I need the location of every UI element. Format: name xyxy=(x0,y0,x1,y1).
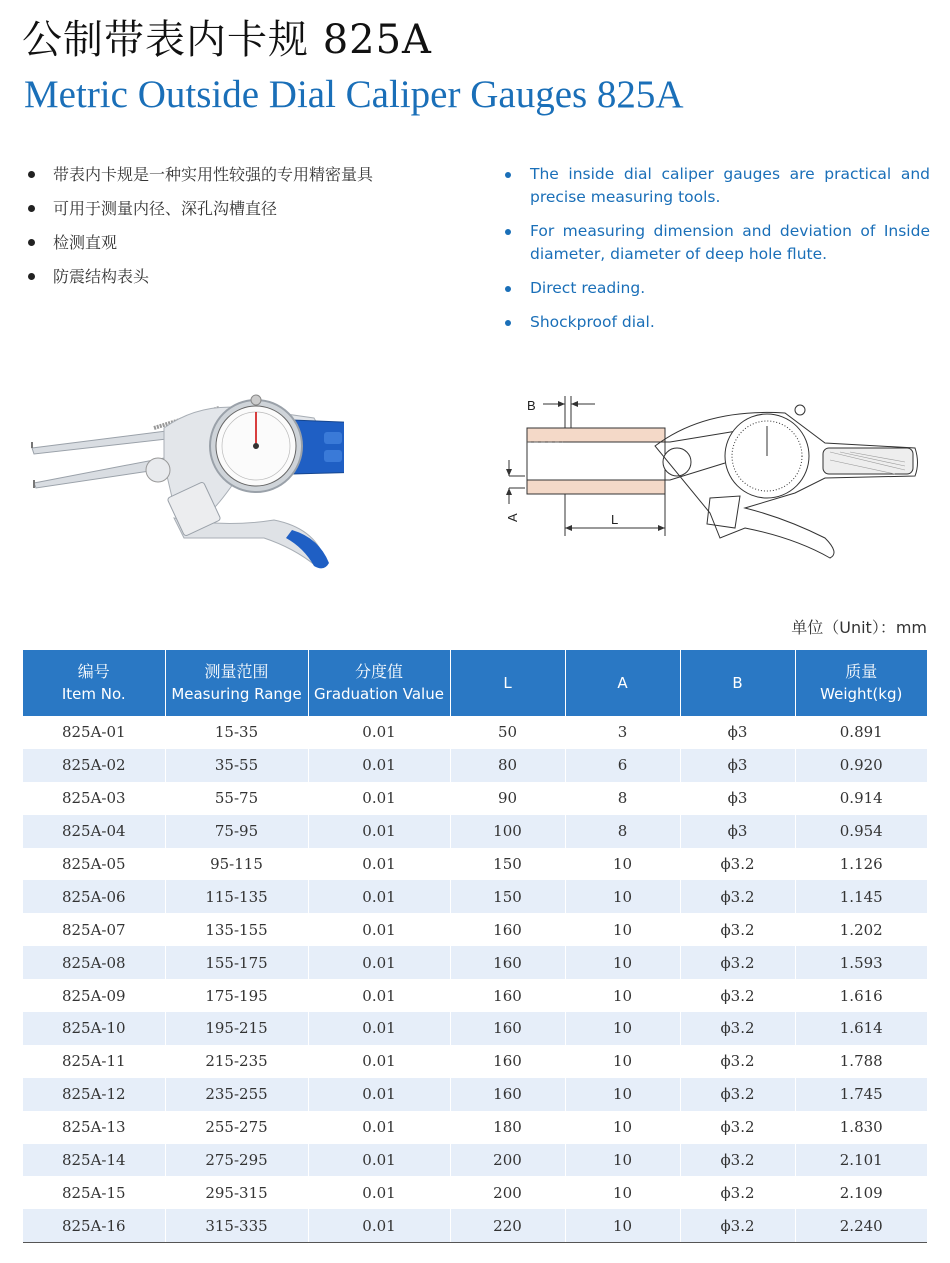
table-cell: 825A-09 xyxy=(23,979,165,1012)
page-title-cn: 公制带表内卡规 825A xyxy=(22,17,432,63)
table-cell: 825A-13 xyxy=(23,1111,165,1144)
table-cell: 275-295 xyxy=(165,1144,308,1177)
table-cell: 0.01 xyxy=(308,913,450,946)
table-cell: 1.145 xyxy=(795,880,927,913)
table-cell: 10 xyxy=(565,1078,680,1111)
table-cell: 15-35 xyxy=(165,716,308,749)
column-header: 编号 Item No. xyxy=(23,650,165,716)
table-cell: 0.954 xyxy=(795,815,927,848)
label-l: L xyxy=(611,512,619,527)
table-cell: 1.745 xyxy=(795,1078,927,1111)
table-cell: 0.01 xyxy=(308,1045,450,1078)
table-cell: 825A-04 xyxy=(23,815,165,848)
table-cell: 10 xyxy=(565,1209,680,1242)
table-cell: 825A-08 xyxy=(23,946,165,979)
table-row xyxy=(23,1209,927,1242)
table-cell: 0.920 xyxy=(795,749,927,782)
table-cell: 160 xyxy=(450,1078,565,1111)
table-cell: 0.01 xyxy=(308,749,450,782)
table-cell: 10 xyxy=(565,1176,680,1209)
bullet-icon xyxy=(28,205,35,212)
label-a: A xyxy=(505,513,520,522)
table-cell: 0.01 xyxy=(308,880,450,913)
table-cell: 825A-05 xyxy=(23,848,165,881)
spec-table xyxy=(23,650,927,1243)
table-cell: 0.914 xyxy=(795,782,927,815)
table-cell: 90 xyxy=(450,782,565,815)
table-cell: 215-235 xyxy=(165,1045,308,1078)
table-cell: ϕ3.2 xyxy=(680,1176,795,1209)
table-cell: 0.01 xyxy=(308,848,450,881)
table-cell: 55-75 xyxy=(165,782,308,815)
table-cell: 160 xyxy=(450,946,565,979)
table-row xyxy=(23,749,927,782)
bullet-icon xyxy=(28,273,35,280)
table-cell: 180 xyxy=(450,1111,565,1144)
table-cell: ϕ3.2 xyxy=(680,1111,795,1144)
table-cell: 6 xyxy=(565,749,680,782)
table-body xyxy=(23,716,927,1243)
feature-text: The inside dial caliper gauges are practical and precise measuring tools. xyxy=(530,165,930,206)
table-cell: 0.01 xyxy=(308,782,450,815)
feature-item-cn xyxy=(26,230,466,264)
table-cell: 825A-11 xyxy=(23,1045,165,1078)
table-cell: 80 xyxy=(450,749,565,782)
table-cell: 2.101 xyxy=(795,1144,927,1177)
table-cell: ϕ3.2 xyxy=(680,979,795,1012)
table-cell: ϕ3 xyxy=(680,716,795,749)
column-header: B xyxy=(680,650,795,716)
table-row xyxy=(23,1176,927,1209)
table-cell: 315-335 xyxy=(165,1209,308,1242)
table-cell: ϕ3.2 xyxy=(680,946,795,979)
table-cell: 0.01 xyxy=(308,1078,450,1111)
table-row xyxy=(23,1144,927,1177)
bullet-icon xyxy=(505,229,511,235)
dimension-diagram xyxy=(495,388,925,578)
table-cell: ϕ3.2 xyxy=(680,1012,795,1045)
table-cell: ϕ3.2 xyxy=(680,1144,795,1177)
table-cell: 0.01 xyxy=(308,979,450,1012)
table-row xyxy=(23,1078,927,1111)
table-row xyxy=(23,913,927,946)
bullet-icon xyxy=(28,171,35,178)
label-b: B xyxy=(527,398,536,413)
table-cell: 825A-03 xyxy=(23,782,165,815)
table-row xyxy=(23,1045,927,1078)
table-cell: 10 xyxy=(565,1045,680,1078)
table-cell: 0.01 xyxy=(308,1209,450,1242)
feature-text: 防震结构表头 xyxy=(53,267,150,286)
table-cell: 235-255 xyxy=(165,1078,308,1111)
feature-item-en xyxy=(505,277,930,300)
unit-label: 单位（Unit）：mm xyxy=(791,618,927,637)
table-cell: 825A-01 xyxy=(23,716,165,749)
bullet-icon xyxy=(505,172,511,178)
table-cell: 1.788 xyxy=(795,1045,927,1078)
table-cell: 0.01 xyxy=(308,946,450,979)
column-header: 分度值 Graduation Value xyxy=(308,650,450,716)
table-row xyxy=(23,815,927,848)
feature-item-en xyxy=(505,163,930,209)
table-cell: 0.01 xyxy=(308,815,450,848)
table-cell: 155-175 xyxy=(165,946,308,979)
table-cell: 200 xyxy=(450,1144,565,1177)
feature-text: Direct reading. xyxy=(530,279,646,297)
table-row xyxy=(23,979,927,1012)
table-cell: 825A-16 xyxy=(23,1209,165,1242)
bullet-icon xyxy=(505,320,511,326)
table-cell: 2.109 xyxy=(795,1176,927,1209)
table-cell: 1.616 xyxy=(795,979,927,1012)
table-cell: 160 xyxy=(450,979,565,1012)
feature-item-cn xyxy=(26,264,466,298)
table-cell: 1.614 xyxy=(795,1012,927,1045)
table-cell: 0.891 xyxy=(795,716,927,749)
table-cell: 0.01 xyxy=(308,1012,450,1045)
table-cell: 10 xyxy=(565,913,680,946)
table-cell: 135-155 xyxy=(165,913,308,946)
feature-list-cn xyxy=(26,162,466,298)
table-cell: 10 xyxy=(565,1144,680,1177)
table-cell: 0.01 xyxy=(308,1144,450,1177)
table-cell: 150 xyxy=(450,848,565,881)
table-cell: 220 xyxy=(450,1209,565,1242)
feature-item-en xyxy=(505,311,930,334)
page-title-en: Metric Outside Dial Caliper Gauges 825A xyxy=(24,73,684,116)
table-cell: ϕ3.2 xyxy=(680,880,795,913)
table-row xyxy=(23,946,927,979)
table-cell: 8 xyxy=(565,815,680,848)
bullet-icon xyxy=(505,286,511,292)
table-cell: 95-115 xyxy=(165,848,308,881)
table-cell: 35-55 xyxy=(165,749,308,782)
feature-item-en xyxy=(505,220,930,266)
table-cell: 825A-14 xyxy=(23,1144,165,1177)
table-cell: 1.830 xyxy=(795,1111,927,1144)
table-cell: 1.202 xyxy=(795,913,927,946)
table-cell: 10 xyxy=(565,848,680,881)
table-cell: ϕ3 xyxy=(680,815,795,848)
table-cell: ϕ3.2 xyxy=(680,1045,795,1078)
table-cell: 825A-02 xyxy=(23,749,165,782)
table-cell: 10 xyxy=(565,1012,680,1045)
table-cell: 295-315 xyxy=(165,1176,308,1209)
table-cell: 825A-10 xyxy=(23,1012,165,1045)
table-row xyxy=(23,880,927,913)
table-cell: 10 xyxy=(565,946,680,979)
table-cell: ϕ3.2 xyxy=(680,913,795,946)
table-row xyxy=(23,1111,927,1144)
table-cell: 2.240 xyxy=(795,1209,927,1242)
table-cell: 160 xyxy=(450,913,565,946)
table-cell: 8 xyxy=(565,782,680,815)
table-cell: 160 xyxy=(450,1045,565,1078)
table-cell: ϕ3.2 xyxy=(680,848,795,881)
table-cell: 150 xyxy=(450,880,565,913)
table-cell: ϕ3 xyxy=(680,782,795,815)
table-cell: 0.01 xyxy=(308,1111,450,1144)
table-cell: 200 xyxy=(450,1176,565,1209)
table-cell: 115-135 xyxy=(165,880,308,913)
feature-text: 可用于测量内径、深孔沟槽直径 xyxy=(53,199,278,218)
table-cell: 825A-12 xyxy=(23,1078,165,1111)
table-cell: 1.126 xyxy=(795,848,927,881)
feature-item-cn xyxy=(26,162,466,196)
table-cell: 0.01 xyxy=(308,1176,450,1209)
table-cell: 160 xyxy=(450,1012,565,1045)
column-header: L xyxy=(450,650,565,716)
table-cell: 1.593 xyxy=(795,946,927,979)
feature-list-en xyxy=(505,163,930,345)
product-photo xyxy=(24,388,344,578)
feature-text: Shockproof dial. xyxy=(530,313,655,331)
table-row xyxy=(23,716,927,749)
table-cell: 825A-06 xyxy=(23,880,165,913)
feature-text: For measuring dimension and deviation of Inside diameter, diameter of deep hole flute. xyxy=(530,222,930,263)
column-header: 测量范围 Measuring Range xyxy=(165,650,308,716)
table-cell: 825A-07 xyxy=(23,913,165,946)
table-cell: 195-215 xyxy=(165,1012,308,1045)
table-row xyxy=(23,1012,927,1045)
feature-text: 检测直观 xyxy=(53,233,118,252)
table-cell: 100 xyxy=(450,815,565,848)
table-cell: 10 xyxy=(565,880,680,913)
table-cell: 3 xyxy=(565,716,680,749)
table-cell: 175-195 xyxy=(165,979,308,1012)
table-cell: 255-275 xyxy=(165,1111,308,1144)
bullet-icon xyxy=(28,239,35,246)
column-header: A xyxy=(565,650,680,716)
table-row xyxy=(23,782,927,815)
table-cell: ϕ3.2 xyxy=(680,1078,795,1111)
table-row xyxy=(23,848,927,881)
column-header: 质量 Weight(kg) xyxy=(795,650,927,716)
table-cell: 75-95 xyxy=(165,815,308,848)
feature-text: 带表内卡规是一种实用性较强的专用精密量具 xyxy=(53,165,374,184)
table-cell: 50 xyxy=(450,716,565,749)
table-cell: 10 xyxy=(565,979,680,1012)
table-header-row xyxy=(23,650,927,716)
table-cell: 10 xyxy=(565,1111,680,1144)
table-cell: 0.01 xyxy=(308,716,450,749)
table-cell: ϕ3 xyxy=(680,749,795,782)
table-cell: ϕ3.2 xyxy=(680,1209,795,1242)
table-cell: 825A-15 xyxy=(23,1176,165,1209)
feature-item-cn xyxy=(26,196,466,230)
